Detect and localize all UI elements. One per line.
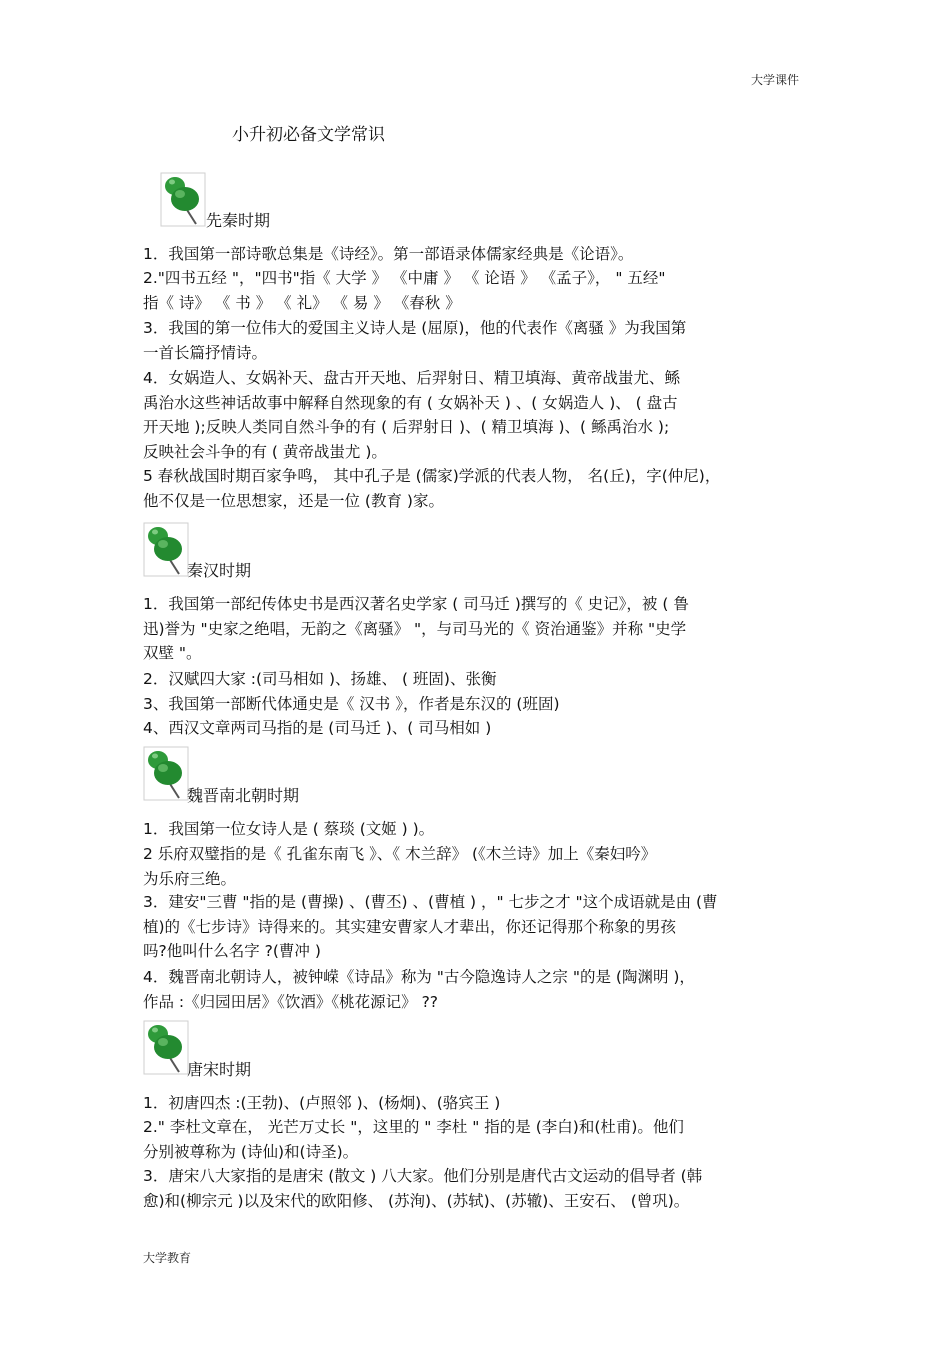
paragraph-line: 反映社会斗争的有 ( 黄帝战蚩尤 )。	[143, 442, 387, 461]
paragraph	[143, 692, 808, 717]
paragraph-line: 4．女娲造人、女娲补天、盘古开天地、后羿射日、精卫填海、黄帝战蚩尤、鲧	[143, 369, 680, 387]
paragraph-line: 一首长篇抒情诗。	[143, 343, 268, 362]
paragraph	[143, 1091, 808, 1116]
green-pushpin-icon	[143, 522, 191, 578]
paragraph-line: 禹治水这些神话故事中解释自然现象的有 ( 女娲补天 ) 、( 女娲造人 )、 ( 盘古	[143, 393, 678, 412]
section-title: 唐宋时期	[187, 1060, 252, 1079]
paragraph-line: 他不仅是一位思想家，还是一位 (教育 )家。	[143, 491, 444, 510]
paragraph	[143, 667, 808, 692]
paragraph-line: 3．建安"三曹 "指的是 (曹操) 、(曹丕) 、(曹植 ) ，" 七步之才 "这个成语就是由 (曹	[143, 893, 718, 911]
paragraph-line: 1．初唐四杰 :(王勃)、(卢照邻 )、(杨炯)、(骆宾王 )	[143, 1094, 501, 1112]
paragraph-line: 双壁 "。	[143, 644, 202, 662]
paragraph	[143, 842, 808, 891]
paragraph-line: 4．魏晋南北朝诗人，被钟嵘《诗品》称为 "古今隐逸诗人之宗 "的是 (陶渊明 )，	[143, 968, 695, 986]
green-pushpin-icon	[160, 172, 208, 228]
paragraph	[143, 592, 808, 666]
paragraph-line: 2．汉赋四大家 :(司马相如 )、扬雄、 ( 班固)、张衡	[143, 670, 497, 688]
paragraph-line: 为乐府三绝。	[143, 869, 237, 888]
paragraph-line: 迅)誉为 "史家之绝唱，无韵之《离骚》 "，与司马光的《 资治通鉴》并称 "史学	[143, 619, 687, 638]
paragraph-line: 愈)和(柳宗元 )以及宋代的欧阳修、 (苏洵)、(苏轼)、(苏辙)、王安石、 (曾巩)。	[143, 1191, 690, 1210]
section-title: 秦汉时期	[187, 561, 252, 580]
paragraph-line: 2."四书五经 "，"四书"指《 大学 》 《中庸 》 《 论语 》 《孟子》， " 五经"	[143, 269, 666, 287]
green-pushpin-icon	[143, 746, 191, 802]
green-pushpin-icon	[143, 1020, 191, 1076]
paragraph	[143, 817, 808, 842]
paragraph-line: 3、我国第一部断代体通史是《 汉书 》，作者是东汉的 (班固)	[143, 695, 560, 713]
paragraph	[143, 965, 808, 1014]
page-footer-label: 大学教育	[143, 1251, 192, 1265]
paragraph	[143, 1164, 808, 1213]
paragraph	[143, 266, 808, 315]
document-title: 小升初必备文学常识	[232, 125, 385, 145]
section-title: 魏晋南北朝时期	[187, 786, 300, 805]
section-title: 先秦时期	[206, 211, 271, 230]
paragraph-line: 1．我国第一位女诗人是 ( 蔡琰 (文姬 ) )。	[143, 820, 435, 838]
paragraph-line: 2 乐府双璧指的是《 孔雀东南飞 》、《 木兰辞》 (《木兰诗》加上《秦妇吟》	[143, 845, 657, 863]
paragraph-line: 3．我国的第一位伟大的爱国主义诗人是 (屈原)，他的代表作《离骚 》为我国第	[143, 319, 687, 337]
paragraph	[143, 1115, 808, 1164]
paragraph	[143, 366, 808, 464]
paragraph-line: 2." 李杜文章在， 光芒万丈长 "，这里的 " 李杜 " 指的是 (李白)和(杜甫)。他们	[143, 1118, 684, 1136]
paragraph-line: 1．我国第一部纪传体史书是西汉著名史学家 ( 司马迁 )撰写的《 史记》，被 ( 鲁	[143, 595, 689, 613]
paragraph-line: 吗?他叫什么名字 ?(曹冲 )	[143, 942, 321, 960]
paragraph	[143, 890, 808, 964]
paragraph	[143, 716, 808, 741]
paragraph-line: 分别被尊称为 (诗仙)和(诗圣)。	[143, 1142, 359, 1161]
paragraph	[143, 316, 808, 365]
paragraph	[143, 242, 808, 267]
paragraph-line: 4、西汉文章两司马指的是 (司马迁 )、( 司马相如 )	[143, 719, 492, 737]
paragraph-line: 1．我国第一部诗歌总集是《诗经》。第一部语录体儒家经典是《论语》。	[143, 245, 634, 263]
paragraph-line: 指《 诗》 《 书 》 《 礼》 《 易 》 《春秋 》	[143, 293, 461, 312]
paragraph-line: 作品 :《归园田居》《饮酒》《桃花源记》 ??	[143, 992, 439, 1011]
page-header-label: 大学课件	[751, 73, 800, 87]
paragraph-line: 3．唐宋八大家指的是唐宋 (散文 ) 八大家。他们分别是唐代古文运动的倡导者 (韩	[143, 1167, 703, 1185]
paragraph-line: 开天地 );反映人类同自然斗争的有 ( 后羿射日 )、( 精卫填海 )、( 鲧禹治水 );	[143, 418, 670, 436]
paragraph-line: 5 春秋战国时期百家争鸣， 其中孔子是 (儒家)学派的代表人物， 名(丘)，字(仲尼)，	[143, 467, 721, 485]
paragraph-line: 植)的《七步诗》诗得来的。其实建安曹家人才辈出，你还记得那个称象的男孩	[143, 917, 677, 936]
paragraph	[143, 464, 808, 513]
